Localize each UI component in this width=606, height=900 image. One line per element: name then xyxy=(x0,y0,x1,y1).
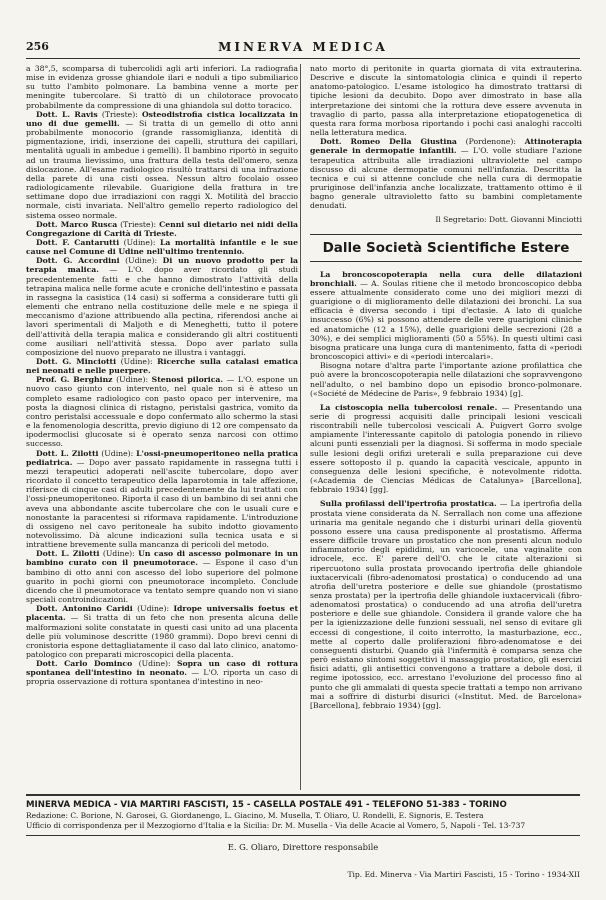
item-text: — L'O. volle studiare l'azione terapeutica attribuita alle irradiazioni ultraviolette nel campo discusso di alcune dermopatie comuni nell'infanzia. Descritta la tecnica e cui si attenne conclude che nella cura di dermopatie pruriginose dell'infanzia anche localizzate, trattamento ottimo è il bagno generale ultravioletto fatto su bambini completamente denudati. xyxy=(310,146,582,211)
item-author: Dott. Antonino Caridi xyxy=(36,604,133,614)
item-title: Ricerche sulla catalasi ematica nei neonati e nelle puerpere. xyxy=(26,357,299,376)
item-place: (Udine): xyxy=(112,375,152,385)
romeo-item xyxy=(310,137,582,210)
journal-title: MINERVA MEDICA xyxy=(218,40,388,54)
item-title: Stenosi pilorica. xyxy=(151,375,224,385)
article-title: Sulla profilassi dell'ipertrofia prostatica. xyxy=(320,499,497,509)
item-author: Dott. Marco Rusca xyxy=(36,219,118,229)
intro-paragraph: a 38°,5, scomparsa di tubercolidi agli arti inferiori. La radiografia mise in evidenza grosse ghiandole ilari e noduli a tipo submiliarico su tutto l'ambito polmonare. La bambina venne a morte per meningite tubercolare. Si trattò di un chilotorace provocato probabilmente da compressione di una ghiandola sul dotto toracico. xyxy=(26,64,298,110)
report-item xyxy=(26,604,298,659)
item-text: — L'O. espone un nuovo caso giunto con intervento, nel quale non si è atteso un completo esame radiologico con pasto opaco per intervenire, ma posta la diagnosi clinica di ristagno, peristalsi gastrica, vomito da contro peristalsi accessuale e dopo confermato allo schermo la stasi e la fenomenologia descritta, previo digiuno di 12 ore compensato da ipodermoclisi glucosate si è operato senza narcosi con ottimo successo. xyxy=(26,375,299,449)
page-number: 256 xyxy=(26,40,49,53)
section-title: Dalle Società Scientifiche Estere xyxy=(310,234,582,262)
foreign-article xyxy=(310,499,582,710)
item-author: Dott. L. Zilotti xyxy=(36,549,100,559)
left-column xyxy=(26,64,298,687)
item-text: — L'O. riporta un caso di propria osservazione di rottura spontanea d'intestino in neo- xyxy=(26,668,299,687)
item-place: (Udine): xyxy=(98,448,137,458)
footer xyxy=(26,794,580,879)
left-items xyxy=(26,110,298,687)
article-text: — La ipertrofia della prostata viene considerata da N. Serrallach non come una affezione urinaria ma genitale negando che i disturbi urinari della gioventù possono essere una causa predisponente al prostatismo. Afferma essere difficile trovare un prostatico che non presenti alcun nodulo infiammatorio degli epididimi, un varicocele, una vaginalite con idrocele, ecc. E' parere dell'O. che le citate alterazioni si ripercuotono sulla prostata provocando ipertrofia delle ghiandole iuxtacervicali (fibro-adenomatosi prostatica) o conducendo ad una atrofia dell'uretra posteriore e delle sue ghiandole (prostatismo senza prostata) per la ipertrofia delle ghiandole iuxtacervicali (fibro-adenomatosi prostatica) o conducendo ad una atrofia dell'uretra posteriore e delle sue ghiandole. Considera il grande valore che ha per la igienizzazione delle funzioni sessuali, nel senso di evitare gli eccessi di congestione, il coito interrotto, la masturbazione, ecc., mette al coperto dalle proliferazioni fibro-adenomatose e dei conseguenti disturbi. Quando già l'infermità è comparsa senza che però esistano sintomi soggettivi il massaggio prostatico, gli esercizi fisici adatti, gli antisettici convengono a trattare a debole dosi, il regime ipotossico, ecc. arrestano l'evoluzione del processo fino al punto che gli ammalati di questa specie trattati a tempo non arrivano mai a soffrire di disturbi disurici («Institut. Med. de Barcelona» [Barcellona], febbraio 1934) [gg]. xyxy=(310,499,582,710)
item-text: — Si tratta di un feto che non presenta alcuna delle malformazioni solite constatate in questi casi unito ad una placenta delle più voluminose descritte (1980 grammi). Dopo brevi cenni di cronistoria espone dettagliatamente il caso dal lato clinico, anatomo-patologico con preparati microscopici della placenta. xyxy=(26,613,298,659)
item-title: Idrope universalis foetus et placenta. xyxy=(26,604,299,623)
item-author: Dott. Romeo Della Giustina xyxy=(320,137,457,147)
item-place: (Udine): xyxy=(119,237,160,247)
item-text: — Si tratta di un gemello di otto anni probabilmente monocorio (grande rassomiglianza, identità di pigmentazione, iridi, inserzione dei capelli, struttura dei capillari, mentalità uguali in ambedue i gemelli). Il bambino riportò in seguito ad un trauma lievissimo, una frattura della testa dell'omero, senza dislocazione. All'esame radiologico risultò trattarsi di una infrazione della parete di una cisti ossea. Nessun altro focolaio osseo radiologicamente rilevabile. Guarigione della frattura in tre settimane dopo due irradiazioni con raggi X. Motilità del braccio normale, cisti invariata. Nell'altro gemello reperto radiologico del sistema osseo normale. xyxy=(26,118,298,220)
report-item xyxy=(26,220,298,238)
item-author: Dott. G. Minciotti xyxy=(36,357,116,366)
item-place: (Udine): xyxy=(132,604,174,614)
item-title: Osteodistrofia cistica localizzata in uno di due gemelli. xyxy=(26,109,298,128)
report-item xyxy=(26,659,298,686)
item-place: (Trieste): xyxy=(117,219,160,229)
item-title: Attinoterapia generale in dermopatie infantili. xyxy=(310,137,582,156)
item-place: (Pordenone): xyxy=(456,137,525,147)
footer-redazione: Redazione: C. Borione, N. Garosei, G. Giordanengo, L. Giacino, M. Musella, T. Oliaro, U. Rondelli, E. Signoris, E. Testera xyxy=(26,811,484,820)
report-item xyxy=(26,549,298,604)
page-header xyxy=(26,40,580,56)
item-author: Dott. Carlo Dominco xyxy=(36,659,133,669)
article-text: — A. Soulas ritiene che il metodo broncoscopico debba essere attualmente considerato come uno dei migliori mezzi di guarigione o di miglioramento delle dilatazioni dei bronchi. La sua efficacia è diversa secondo i tipi d'ectasie. A lato di qualche insuccesso (6%) si possono attendere delle vere guarigioni cliniche ed anatomiche (12 a 15%), delle guarigioni delle secrezioni (28 a 30%), e dei semplici miglioramenti (50 a 55%). In questi ultimi casi bisogna praticare una lunga cura di mantenimento, fatta di «periodi broncoscopici attivi» e di «periodi intercalari». xyxy=(310,278,582,362)
footer-printer: Tip. Ed. Minerva - Via Martiri Fascisti, 15 - Torino - 1934-XII xyxy=(347,870,580,879)
article-title: La broncoscopoterapia nella cura delle dilatazioni bronchiali. xyxy=(310,269,582,288)
item-text: — L'O. dopo aver ricordato gli studi precedentemente fatti e che hanno dimostrato l'attività della tetrapina malica nelle forme acute e croniche dell'intestino e passata in rassegna la casistica (14 casi) si sofferma a considerare tutti gli elementi che entrano nella costituzione delle mele e ne spiega il meccanismo d'azione attribuendo alla pectina, riferendosi anche ai lavori sperimentali di Maljoth e di Meneghetti, tutto il potere dell'attività della terapia malica e considerando gli altri costituenti come ausiliari nell'attività stessa. Dopo aver parlato sulla composizione del nuovo preparato ne illustra i vantaggi. xyxy=(26,265,298,357)
item-title: Sopra un caso di rottura spontanea dell'intestino in neonato. xyxy=(26,659,298,678)
report-item xyxy=(26,238,298,256)
column-divider xyxy=(300,64,301,790)
report-item xyxy=(26,256,298,357)
item-place: (Udine): xyxy=(99,549,139,559)
right-column xyxy=(310,64,582,710)
item-author: Dott. F. Cantarutti xyxy=(36,237,120,247)
item-author: Dott. L. Zilotti xyxy=(36,448,99,458)
item-author: Dott. G. Accordini xyxy=(36,256,120,266)
item-author: Prof. G. Berghinz xyxy=(36,375,113,385)
item-place: (Trieste): xyxy=(97,109,142,119)
continuation-paragraph: nato morto di peritonite in quarta giornata di vita extrauterina. Descrive e discute la sintomatologia clinica e quindi il reperto anatomo-patologico. L'esame istologico ha dimostrato trattarsi di tipiche lesioni da decubito. Dopo aver dimostrato in base alla interpretazione dei sintomi che la rottura deve essere avvenuta in travaglio di parto, passa alla interpretazione etiopatogenetica di questa rara forma morbosa riportando i pochi casi analoghi raccolti nella letteratura medica. xyxy=(310,64,582,138)
report-item xyxy=(26,110,298,220)
article-text: — Presentando una serie di progressi acquisiti dalle principali lesioni vescicali riscontrabili nelle tubercolosi vescicali A. Puigvert Gorro svolge ampiamente l'interessante capitolo di patologia ponendo in rilievo alcuni punti essenziali per la diagnosi. Si sofferma in modo speciale sulle lesioni degli orifizi ureterali e sulla preparazione cui deve essere sottoposto il p. quando la capacità vescicale, appunto in conseguenza delle lesioni specifiche, è notevolmente ridotta. («Academia de Ciencias Médicas de Catalunya» [Barcellona], febbraio 1934) [gg]. xyxy=(310,402,582,495)
footer-masthead: MINERVA MEDICA - VIA MARTIRI FASCISTI, 15 - CASELLA POSTALE 491 - TELEFONO 51-383 - TORINO xyxy=(26,800,507,810)
item-place: (Udine): xyxy=(116,357,158,366)
item-title: L'ossi-pneumoperitoneo nella pratica pediatrica. xyxy=(26,448,299,467)
item-title: La mortalità infantile e le sue cause nel Comune di Udine nell'ultimo trentennio. xyxy=(26,237,298,257)
report-item xyxy=(26,375,298,448)
report-item xyxy=(26,449,298,550)
foreign-article xyxy=(310,403,582,495)
item-title: Cenni sul dietario nei nidi della Congregazione di Carità di Trieste. xyxy=(26,219,298,238)
secretary-signature: Il Segretario: Dott. Giovanni Minciotti xyxy=(435,214,582,224)
item-title: Un caso di ascesso polmonare in un bambino curato con il pneumotorace. xyxy=(26,549,298,568)
right-articles xyxy=(310,270,582,710)
article-title: La cistoscopia nella tubercolosi renale. xyxy=(320,402,498,412)
article-continuation: Bisogna notare d'altra parte l'importante azione profilattica che può avere la broncoscopoterapia nelle dilatazioni che sopravvengono nell'adulto, o nel bambino dopo un episodio bronco-polmonare. («Société de Médecine de Paris», 9 febbraio 1934) [g]. xyxy=(310,361,582,398)
foreign-article xyxy=(310,270,582,362)
item-text: — Dopo aver passato rapidamente in rassegna tutti i mezzi terapeutici adoperati nell'ascite tubercolare, dopo aver ricordato il concetto terapeutico della laparotomia in tale affezione, riferisce di cinque casi di adulti precedentemente da lui trattati con l'ossi-pneumoperitoneo. Riporta il caso di un bambino di sei anni che aveva una abbondante ascite tubercolare che con le usuali cure e nonostante la paracentesi si riformava rapidamente. L'introduzione di ossigeno nel cavo peritoneale ha subito indotto giovamento notevolissimo. Dà alcune indicazioni sulla tecnica usata e si intrattiene brevemente sulla mancanza di pericoli del metodo. xyxy=(26,457,298,550)
footer-editor: E. G. Oliaro, Direttore responsabile xyxy=(26,835,580,852)
header-rule xyxy=(26,58,580,59)
report-item xyxy=(26,357,298,375)
item-title: Di un nuovo prodotto per la terapia malica. xyxy=(26,256,298,275)
item-author: Dott. L. Ravis xyxy=(36,109,98,119)
item-place: (Udine): xyxy=(132,659,177,669)
item-place: (Udine): xyxy=(119,256,163,266)
item-text: — Espone il caso d'un bambino di otto anni con ascesso del lobo superiore del polmone guarito in pochi giorni con pneumotorace incompleto. Conclude dicendo che il pneumotorace va tentato sempre quando non vi siano speciali controindicazioni. xyxy=(26,558,298,605)
footer-ufficio: Ufficio di corrispondenza per il Mezzogiorno d'Italia e la Sicilia: Dr. M. Musella - Via delle Acacie al Vomero, 5, Napoli - Tel. 13-737 xyxy=(26,820,526,830)
